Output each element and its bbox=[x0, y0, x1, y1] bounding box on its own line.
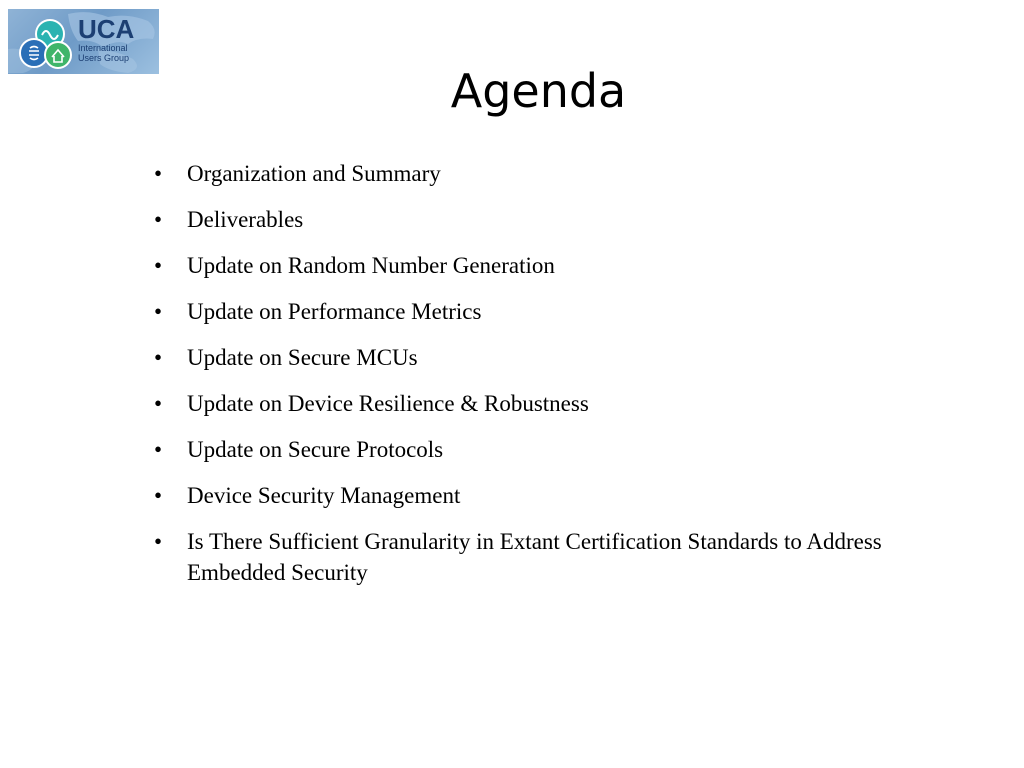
slide-title: Agenda bbox=[450, 63, 627, 118]
bullet-icon: • bbox=[154, 391, 163, 416]
agenda-item bbox=[152, 158, 892, 189]
bullet-icon: • bbox=[154, 207, 163, 232]
bullet-icon: • bbox=[154, 161, 163, 186]
bullet-icon: • bbox=[154, 529, 163, 554]
agenda-item-text: Is There Sufficient Granularity in Extant Certification Standards to Address Embedded Security bbox=[187, 529, 882, 585]
agenda-item-text: Update on Device Resilience & Robustness bbox=[187, 391, 589, 416]
agenda-item-text: Update on Secure Protocols bbox=[187, 437, 444, 462]
agenda-item bbox=[152, 296, 892, 327]
bullet-icon: • bbox=[154, 437, 163, 462]
agenda-item bbox=[152, 250, 892, 281]
logo-subtitle-line2: Users Group bbox=[78, 53, 130, 63]
bullet-icon: • bbox=[154, 299, 163, 324]
agenda-item bbox=[152, 434, 892, 465]
bullet-icon: • bbox=[154, 345, 163, 370]
agenda-item-text: Update on Random Number Generation bbox=[187, 253, 555, 278]
bullet-icon: • bbox=[154, 483, 163, 508]
agenda-item bbox=[152, 480, 892, 511]
agenda-list bbox=[152, 158, 892, 603]
agenda-item-text: Organization and Summary bbox=[187, 161, 441, 186]
agenda-item bbox=[152, 204, 892, 235]
logo-subtitle-line1: International bbox=[78, 43, 128, 53]
agenda-item bbox=[152, 526, 892, 588]
agenda-item bbox=[152, 388, 892, 419]
agenda-item bbox=[152, 342, 892, 373]
agenda-item-text: Device Security Management bbox=[187, 483, 461, 508]
bullet-icon: • bbox=[154, 253, 163, 278]
logo-name: UCA bbox=[78, 14, 135, 44]
agenda-item-text: Deliverables bbox=[187, 207, 304, 232]
agenda-item-text: Update on Secure MCUs bbox=[187, 345, 418, 370]
agenda-item-text: Update on Performance Metrics bbox=[187, 299, 482, 324]
